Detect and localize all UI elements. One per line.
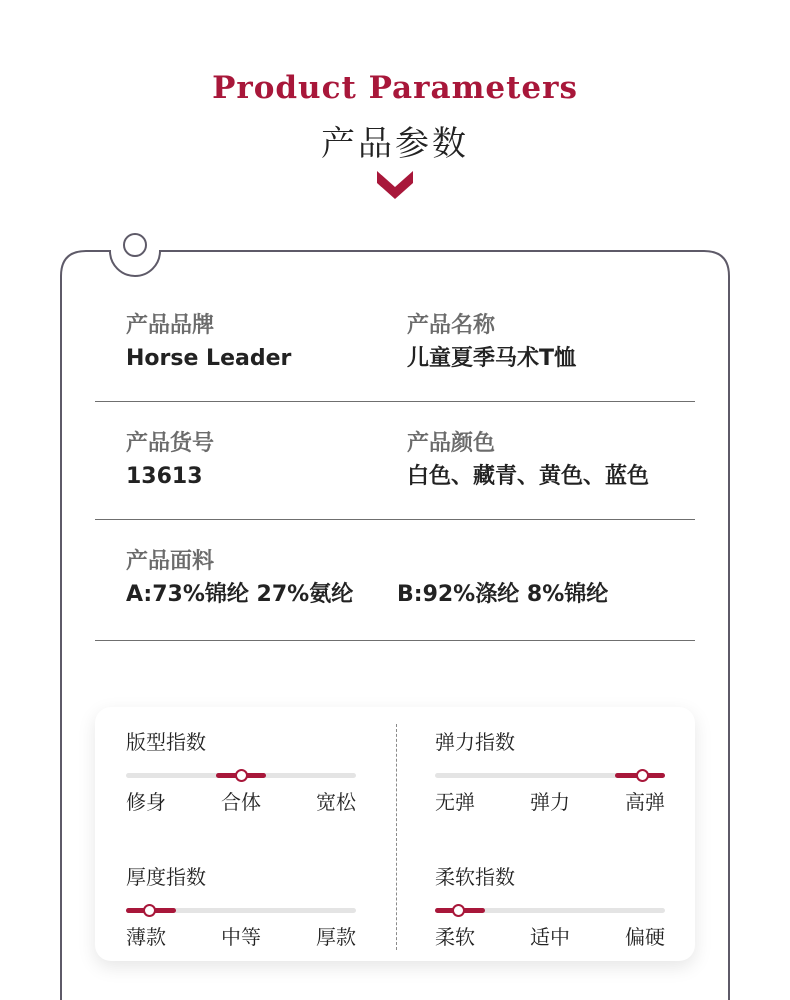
- heading-english: Product Parameters: [212, 70, 578, 106]
- param-brand-label: 产品品牌: [126, 313, 215, 338]
- scale-label: 偏硬: [625, 925, 665, 949]
- index-thickness-knob: [143, 904, 156, 917]
- scale-label: 薄款: [126, 925, 166, 949]
- index-softness-knob: [452, 904, 465, 917]
- divider: [95, 401, 695, 402]
- index-thickness-track: [126, 908, 356, 913]
- param-fabric-b: [397, 548, 608, 609]
- index-elasticity-title: 弹力指数: [435, 730, 515, 754]
- index-thickness: [126, 864, 356, 947]
- param-brand-value: Horse Leader: [126, 346, 292, 371]
- index-elasticity-track: [435, 773, 665, 778]
- index-fit: [126, 729, 356, 812]
- param-sku: [126, 430, 214, 491]
- param-name: [407, 312, 576, 373]
- index-elasticity-knob: [636, 769, 649, 782]
- scale-label: 中等: [221, 925, 261, 949]
- param-sku-label: 产品货号: [126, 431, 215, 456]
- scale-label: 高弹: [625, 790, 665, 814]
- chevron-down-icon: [377, 167, 413, 201]
- panel-divider: [396, 724, 397, 950]
- scale-label: 厚款: [316, 925, 356, 949]
- param-color-label: 产品颜色: [407, 431, 496, 456]
- param-fabric-label: 产品面料: [126, 549, 215, 574]
- divider: [95, 640, 695, 641]
- hanger-hole-icon: [123, 233, 147, 257]
- index-thickness-title: 厚度指数: [126, 865, 206, 889]
- param-fabric: [126, 548, 353, 609]
- param-name-value: 儿童夏季马术T恤: [407, 346, 577, 371]
- scale-label: 适中: [530, 925, 570, 949]
- param-name-label: 产品名称: [407, 313, 496, 338]
- scale-label: 修身: [126, 790, 166, 814]
- index-fit-track: [126, 773, 356, 778]
- param-fabric-value-a: A:73%锦纶 27%氨纶: [126, 582, 354, 607]
- param-fabric-value-b: B:92%涤纶 8%锦纶: [397, 582, 609, 607]
- index-fit-knob: [235, 769, 248, 782]
- index-elasticity: [435, 729, 665, 812]
- scale-label: 弹力: [530, 790, 570, 814]
- scale-label: 合体: [221, 790, 261, 814]
- index-fit-title: 版型指数: [126, 730, 206, 754]
- divider: [95, 519, 695, 520]
- param-color-value: 白色、藏青、黄色、蓝色: [407, 464, 650, 489]
- param-sku-value: 13613: [126, 464, 203, 489]
- scale-label: 宽松: [316, 790, 356, 814]
- index-softness: [435, 864, 665, 947]
- index-softness-track: [435, 908, 665, 913]
- heading-chinese: 产品参数: [321, 124, 469, 164]
- scale-label: 柔软: [435, 925, 475, 949]
- param-brand: [126, 312, 291, 373]
- scale-label: 无弹: [435, 790, 475, 814]
- index-softness-title: 柔软指数: [435, 865, 515, 889]
- param-color: [407, 430, 649, 491]
